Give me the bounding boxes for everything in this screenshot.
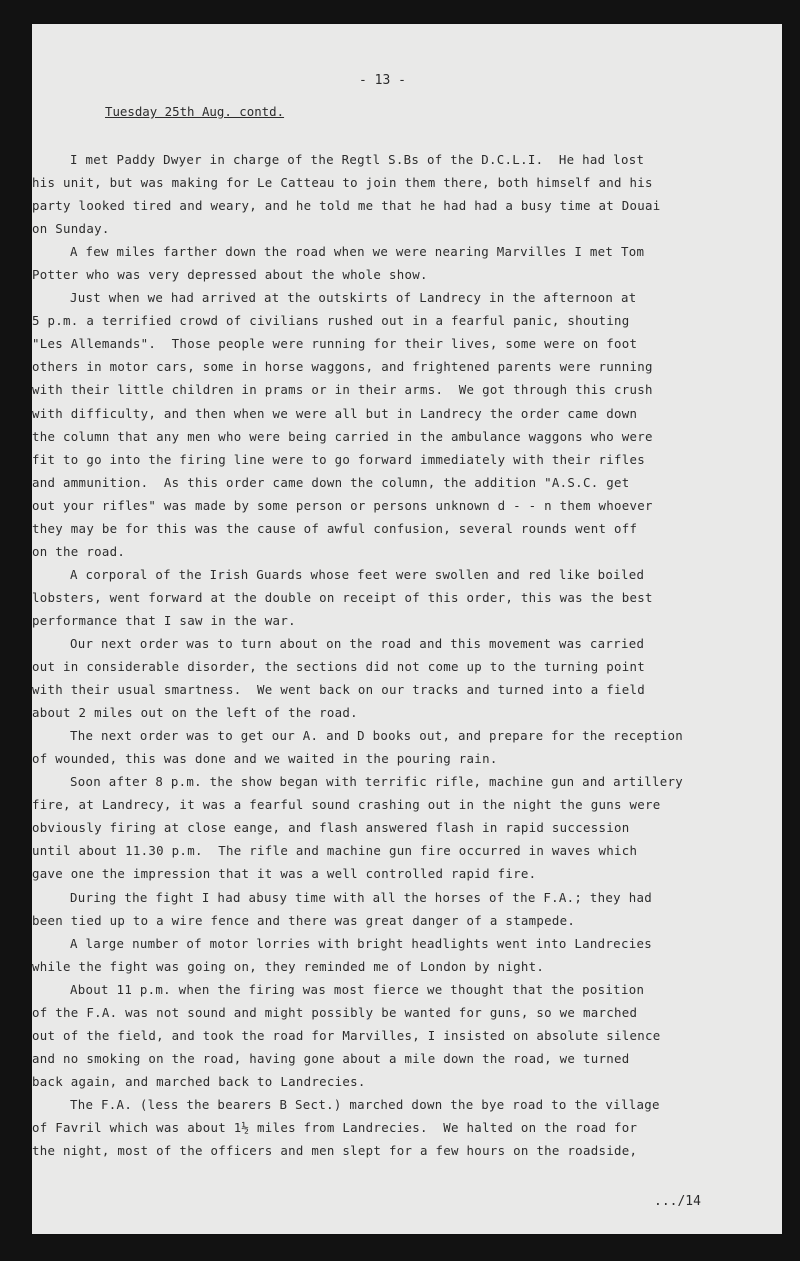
text-line: and no smoking on the road, having gone about a mile down the road, we turned bbox=[32, 1050, 630, 1066]
text-line: on the road. bbox=[32, 543, 126, 559]
text-line: I met Paddy Dwyer in charge of the Regtl S.Bs of the D.C.L.I. He had lost bbox=[70, 152, 645, 167]
text-line: until about 11.30 p.m. The rifle and machine gun fire occurred in waves which bbox=[32, 843, 638, 859]
text-line: about 2 miles out on the left of the road. bbox=[32, 705, 358, 721]
text-line: The F.A. (less the bearers B Sect.) marched down the bye road to the village bbox=[70, 1096, 660, 1112]
text-line: the night, most of the officers and men slept for a few hours on the roadside, bbox=[32, 1143, 638, 1159]
text-line: During the fight I had abusy time with all the horses of the F.A.; they had bbox=[70, 889, 652, 905]
text-line: fire, at Landrecy, it was a fearful sound crashing out in the night the guns were bbox=[32, 797, 661, 813]
text-line: Our next order was to turn about on the road and this movement was carried bbox=[70, 635, 645, 651]
text-line: of Favril which was about 1½ miles from Landrecies. We halted on the road for bbox=[32, 1119, 638, 1135]
text-line: Potter who was very depressed about the whole show. bbox=[32, 267, 428, 283]
text-line: others in motor cars, some in horse waggons, and frightened parents were running bbox=[32, 359, 653, 375]
text-line: A large number of motor lorries with bright headlights went into Landrecies bbox=[70, 935, 652, 951]
text-line: out your rifles" was made by some person or persons unknown d - - n them whoever bbox=[32, 497, 653, 513]
text-line: they may be for this was the cause of awful confusion, several rounds went off bbox=[32, 520, 638, 536]
text-line: "Les Allemands". Those people were running for their lives, some were on foot bbox=[32, 336, 638, 352]
text-line: with their usual smartness. We went back on our tracks and turned into a field bbox=[32, 682, 646, 698]
continuation-marker: .../14 bbox=[654, 1194, 701, 1209]
text-line: his unit, but was making for Le Catteau to join them there, both himself and his bbox=[32, 175, 653, 191]
text-line: A few miles farther down the road when we were nearing Marvilles I met Tom bbox=[70, 244, 645, 260]
text-line: Soon after 8 p.m. the show began with terrific rifle, machine gun and artillery bbox=[70, 774, 684, 790]
text-line: obviously firing at close eange, and flash answered flash in rapid succession bbox=[32, 820, 630, 836]
text-line: A corporal of the Irish Guards whose feet were swollen and red like boiled bbox=[70, 566, 645, 582]
text-line: on Sunday. bbox=[32, 221, 110, 237]
text-line: of wounded, this was done and we waited in the pouring rain. bbox=[32, 751, 498, 767]
text-line: 5 p.m. a terrified crowd of civilians rushed out in a fearful panic, shouting bbox=[32, 313, 630, 329]
text-line: gave one the impression that it was a well controlled rapid fire. bbox=[32, 866, 537, 882]
text-line: lobsters, went forward at the double on receipt of this order, this was the best bbox=[32, 589, 653, 605]
text-line: been tied up to a wire fence and there was great danger of a stampede. bbox=[32, 912, 576, 928]
text-line: performance that I saw in the war. bbox=[32, 612, 296, 628]
text-line: Just when we had arrived at the outskirts of Landrecy in the afternoon at bbox=[70, 290, 637, 306]
text-line: fit to go into the firing line were to go forward immediately with their rifles bbox=[32, 451, 646, 467]
text-line: About 11 p.m. when the firing was most fierce we thought that the position bbox=[70, 981, 645, 997]
section-heading: Tuesday 25th Aug. contd. bbox=[105, 104, 285, 119]
text-line: party looked tired and weary, and he told me that he had had a busy time at Douai bbox=[32, 198, 661, 214]
text-line: and ammunition. As this order came down the column, the addition "A.S.C. get bbox=[32, 474, 630, 490]
text-line: out in considerable disorder, the sections did not come up to the turning point bbox=[32, 659, 646, 675]
text-line: out of the field, and took the road for Marvilles, I insisted on absolute silence bbox=[32, 1027, 661, 1043]
text-line: The next order was to get our A. and D books out, and prepare for the reception bbox=[70, 728, 684, 744]
page-number: - 13 - bbox=[359, 73, 406, 88]
text-line: with difficulty, and then when we were all but in Landrecy the order came down bbox=[32, 405, 638, 421]
text-line: of the F.A. was not sound and might possibly be wanted for guns, so we marched bbox=[32, 1004, 638, 1020]
body-text bbox=[32, 148, 712, 1162]
document-page bbox=[32, 24, 782, 1234]
text-line: the column that any men who were being carried in the ambulance waggons who were bbox=[32, 428, 653, 444]
text-line: back again, and marched back to Landrecies. bbox=[32, 1073, 366, 1089]
text-line: with their little children in prams or in their arms. We got through this crush bbox=[32, 382, 653, 398]
text-line: while the fight was going on, they reminded me of London by night. bbox=[32, 958, 545, 974]
